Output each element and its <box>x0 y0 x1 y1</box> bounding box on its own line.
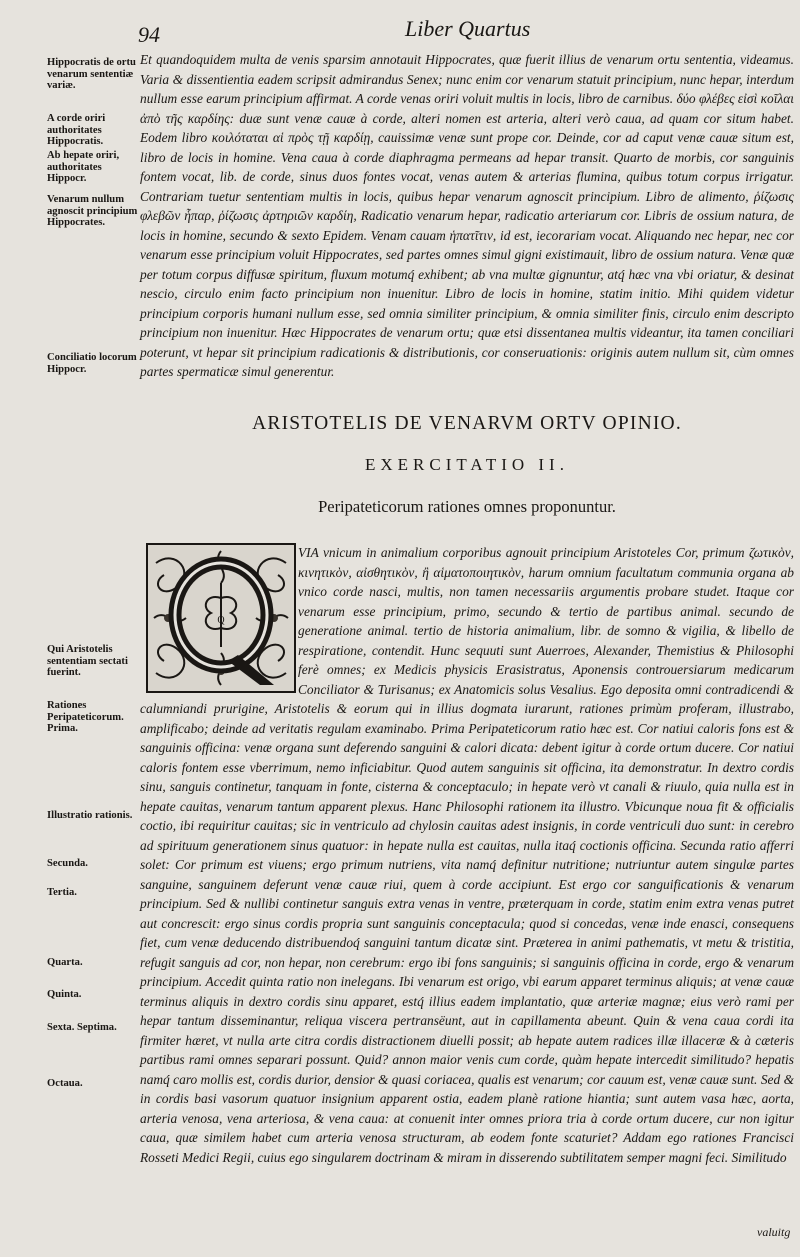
margin-note: Hippocratis de ortu venarum sententiæ variæ. <box>47 57 136 92</box>
margin-note: A corde oriri authoritates Hippocratis. <box>47 113 106 148</box>
paragraph: Et quandoquidem multa de venis sparsim annotauit Hippocrates, quæ fuerit illius de venarum ortu sententia, videamus. Varia & dissentientia eadem scripsit admirandus Senex; nunc enim cor venarum statuit principium, nunc hepar, interdum nullum esse earum principium affirmat. A corde venas oriri voluit multis in locis, libro de carnibus. δύο φλέβες εἰσὶ κοῖλαι ἀπὸ τῆς καρδίης: duæ sunt venæ cauæ à corde, alteri nomen est arteria, alteri verò caua, ad quam cor situm habet. Eodem libro κοιλόταται αἱ πρὸς τῇ καρδίῃ, cauissimæ venæ sunt prope cor. Deinde, cor ad caput venæ cauæ situm est, libro de locis in homine. Vena caua à corde diaphragma permeans ad hepar transit. Quarto de morbis, cor sanguinis fontem vocat, lib. de corde, sinus duos fontes vocat, venas autem & arterias flumina, quibus totum corpus irrigatur. Contrariam tuetur sententiam multis in locis, quibus hepar venarum agnoscit principium. Libro de alimento, ῥίζωσις φλεβῶν ἧπαρ, ῥίζωσις ἀρτηριῶν καρδίη, Radicatio venarum hepar, radicatio arteriarum cor. Libris de ossium natura, de locis in homine, secundo & sexto Epidem. Venam cauam ἡπατῖτιν, id est, iecorariam vocat. Aliquando nec hepar, nec cor venarum esse principium voluit Hippocrates, sed partes omnes simul gigni existimauit, libro de ossium natura. Venæ quæ per totum corpus diffusæ spiritum, fluxum motumq́ exhibent; ab vna multæ gignuntur, atq́ hæc vna vbi oriatur, & desinat nescio, circulo enim facto principium non inuenitur. Libro de locis in homine, statim initio. Mihi quidem videtur principium corporis humani nullum esse, sed omnia similiter principium, & omnia similiter finis, circulo enim descripto principium non inuenitur. Hæc Hippocrates de venarum ortu; quæ etsi dissentanea multis videantur, ita tamen conciliari poterunt, vt hepar sit principium radicationis & distributionis, cor conseruationis: originis autem nullum sit, cùm omnes partes spermaticæ simul generentur. <box>140 52 794 379</box>
margin-note: Quinta. <box>47 989 82 1000</box>
drop-cap-spacer <box>140 543 298 683</box>
running-title: Liber Quartus <box>405 16 531 41</box>
paragraph <box>140 543 794 1167</box>
margin-note: Octaua. <box>47 1078 83 1089</box>
catchword: valuitg <box>757 1225 791 1239</box>
margin-note: Tertia. <box>47 887 77 898</box>
margin-note: Secunda. <box>47 858 88 869</box>
margin-note: Rationes Peripateticorum. Prima. <box>47 700 124 735</box>
margin-note: Sexta. Septima. <box>47 1022 117 1033</box>
margin-note: Conciliatio locorum Hippocr. <box>47 352 137 375</box>
margin-note: Ab hepate oriri, authoritates Hippocr. <box>47 150 120 185</box>
margin-note: Illustratio rationis. <box>47 810 133 821</box>
margin-note: Qui Aristotelis sententiam sectati fuerint. <box>47 644 128 679</box>
section-subtitle: Peripateticorum rationes omnes proponuntur. <box>318 497 616 516</box>
drop-cap-letter: Q <box>217 615 225 626</box>
page-number: 94 <box>138 22 160 47</box>
paragraph-text: VIA vnicum in animalium corporibus agnouit principium Aristoteles Cor, primum ζωτικὸν, κινητικὸν, αἰσθητικὸν, ἢ αἱματοποιητικὸν, harum omnium facultatum communia organa ab vnico corde nasci, multis, non tamen necessariis argumentis probare studet. Itaque cor venarum esse principium, primo, secundo & tertio de partibus animal. secundo de generatione animal. tertio de historia animalium, libr. de somno & vigilia, & libello de respiratione, contendit. Hunc sequuti sunt Auerroes, Alexander, Themistius & Philosophi ferè omnes; ex Medicis physicis Erasistratus, Aponensis controuersiarum medicarum Conciliator & Turisanus; ex Anatomicis solus Vesalius. Ego deposita omni contradicendi & calumniandi prurigine, Aristotelis & eorum qui in illius dogmata iurarunt, rationes primùm proferam, illustrabo, amplificabo; deinde ad veritatis regulam examinabo. Prima Peripateticorum ratio hæc est. Cor natiui caloris fons est & sanguinis officina: venæ organa sunt deferendo sanguini & calori dicata: debent igitur à corde ortum ducere. Cor natiui caloris fontem esse vberrimum, nemo inficiabitur. Quod autem sanguinis sit officina, ita demonstratur. In dextro cordis sinu, sanguis continetur, tanquam in fonte, cisterna & conceptaculo; in hepate verò vt canali & riuulo, quia nulla est in hepate cauitas, venarum tantum apparent plexus. Hanc Philosophi rationem ita illustro. Vbicunque noua fit & officialis coctio, ibi requiritur cauitas; sic in ventriculo ad chylosin cauitas adest insignis, in corde ventriculi duo sunt: in cerebro ad spirituum generationem sinus quatuor: in hepate nulla est cauitas, nulla itaq́ coctionis officina. Secunda ratio afferri solet: Cor primum est viuens; ergo primum nutriens, vita namq́ definitur nutritione; nutriuntur autem singulæ partes sanguine, sanguinem deferunt venæ cauæ riui, quem à corde accipiunt. Est ergo cor sanguificationis & venarum principium. Sed & nullibi continetur sanguis extra venas in ventre, præterquam in corde, statim enim extra venas putret aut concrescit: ergo sinus cordis propria sunt sanguinis conceptacula; quod si concedas, venæ inde enasci, consequens fiet, cum venæ deducendo distribuendoq́ sanguini tantum dicatæ sint. Præterea in animi pathematis, vt metu & tristitia, refugit sanguis ad cor, non hepar, non cerebrum: ergo ibi fons sanguinis; si sanguinis officina in corde, ergo & venarum principium. Accedit quinta ratio non inelegans. Ibi venarum est origo, vbi earum apparet terminus aliquis; at venæ cauæ terminus aliquis in dextro cordis sinu apparet, estq́ illius eadem implantatio, quæ arteriæ magnæ; eius verò rami per hepar tantum disseminantur, reliqua viscera pertransëunt, aut in capillamenta abeunt. Quin & vena caua cordi ita firmiter hæret, vt nulla arte citra cordis distractionem diuelli possit; ab hepate autem radices illæ illaceræ & à cæteris partibus rami omnes separari possunt. Quid? annon maior venis cum corde, quàm hepate intercedit similitudo? hepatis namq́ caro mollis est, cordis durior, densior & quasi coriacea, qualis est venarum; cor cauum est, venæ cauæ sunt. Sed & in cordis basi vasorum quatuor insignium apparent ostia, eadem planè ratione hiantia; sunt autem vasa hæc, aorta, arteria venosa, vena arteriosa, & vena caua: at conuenit inter omnes priora tria à corde ortum ducere, cur non igitur caua, quæ similem habet cum arteria venosa structuram, ab eodem fonte scaturiet? Addam ego rationes Francisci Rosseti Medici Regii, cuius ego singularem doctrinam & miram in disserendo subtilitatem semper magni feci. Similitudo <box>140 545 794 1165</box>
body-text-hippocrates <box>140 50 794 382</box>
margin-note: Venarum nullum agnoscit principium Hippocrates. <box>47 194 138 229</box>
margin-note: Quarta. <box>47 957 83 968</box>
body-text-aristotle <box>140 543 794 1167</box>
exercitatio-heading: EXERCITATIO II. <box>365 455 569 474</box>
section-title: ARISTOTELIS DE VENARVM ORTV OPINIO. <box>252 413 682 434</box>
